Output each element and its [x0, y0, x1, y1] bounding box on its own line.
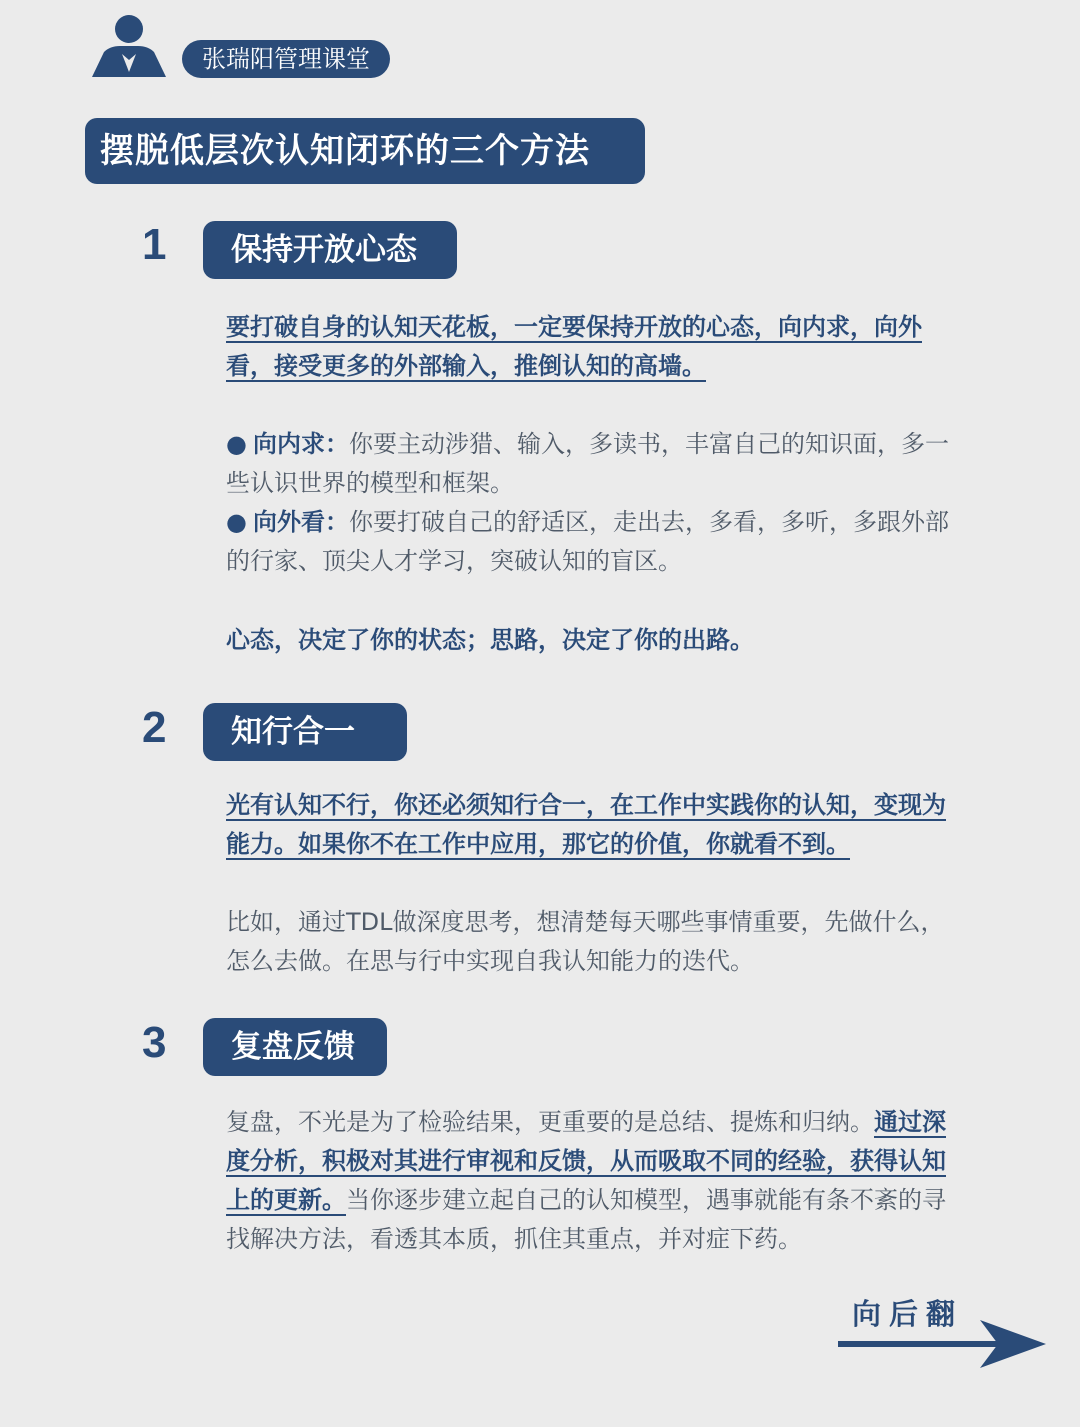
section-body: 复盘，不光是为了检验结果，更重要的是总结、提炼和归纳。通过深度分析，积极对其进行审视和反馈，从而吸取不同的经验，获得认知上的更新。当你逐步建立起自己的认知模型，遇事就能有条不紊的寻找解决方法，看透其本质，抓住其重点，并对症下药。 [226, 1108, 946, 1253]
bullet-text: 你要主动涉猎、输入，多读书，丰富自己的知识面，多一些认识世界的模型和框架。 [226, 430, 949, 497]
bullet-label: 向内求： [252, 430, 349, 458]
section-number: 3 [142, 1018, 167, 1067]
section-body: 比如，通过TDL做深度思考，想清楚每天哪些事情重要，先做什么，怎么去做。在思与行中实现自我认知能力的迭代。 [226, 908, 945, 975]
section-lead: 光有认知不行，你还必须知行合一，在工作中实践你的认知，变现为能力。如果你不在工作中应用，那它的价值，你就看不到。 [226, 791, 946, 858]
person-icon [90, 14, 168, 78]
bullet-icon: ● [226, 508, 247, 536]
page-title: 摆脱低层次认知闭环的三个方法 [85, 118, 645, 184]
next-page-label[interactable]: 向后翻 [852, 1297, 964, 1331]
section-number: 2 [142, 703, 167, 752]
bullet-text: 你要打破自己的舒适区，走出去，多看，多听，多跟外部的行家、顶尖人才学习，突破认知的盲区。 [226, 508, 949, 575]
bullet-icon: ● [226, 430, 247, 458]
section-summary: 心态，决定了你的状态；思路，决定了你的出路。 [226, 626, 754, 654]
section-number: 1 [142, 220, 167, 269]
bullet-list [226, 425, 962, 581]
section-heading: 保持开放心态 [203, 221, 457, 279]
section-lead: 要打破自身的认知天花板，一定要保持开放的心态，向内求，向外看，接受更多的外部输入，推倒认知的高墙。 [226, 313, 922, 380]
arrow-right-icon[interactable] [838, 1318, 1048, 1370]
section-heading: 知行合一 [203, 703, 407, 761]
brand-badge: 张瑞阳管理课堂 [182, 40, 390, 78]
section-heading: 复盘反馈 [203, 1018, 387, 1076]
bullet-label: 向外看： [252, 508, 349, 536]
